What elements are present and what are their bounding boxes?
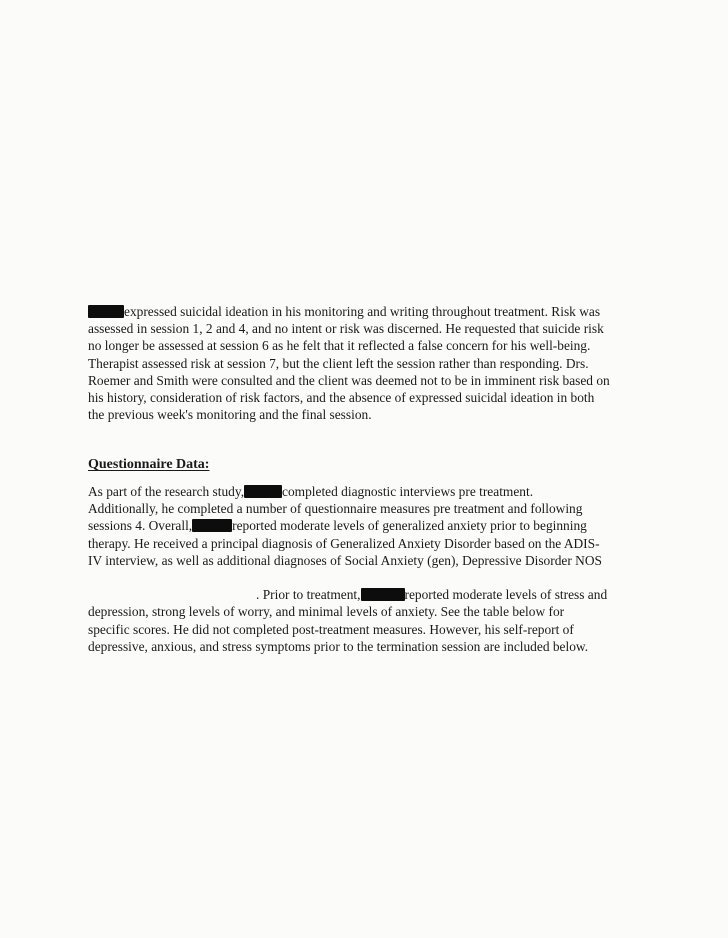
redaction-box (192, 519, 232, 532)
text-line: Roemer and Smith were consulted and the client was deemed not to be in imminent risk based on (88, 372, 610, 388)
section-heading: Questionnaire Data: (88, 457, 210, 472)
text-line: specific scores. He did not completed post-treatment measures. However, his self-report of (88, 621, 574, 637)
text-line: sessions 4. Overall, reported moderate levels of generalized anxiety prior to beginning (88, 518, 587, 534)
text-line: . Prior to treatment, reported moderate levels of stress and (256, 587, 608, 603)
text-line: Therapist assessed risk at session 7, but the client left the session rather than responding. Drs. (88, 355, 589, 371)
text-line: the previous week's monitoring and the final session. (88, 407, 372, 423)
text-line: Additionally, he completed a number of questionnaire measures pre treatment and following (88, 501, 583, 517)
suicide-risk-paragraph (88, 303, 648, 423)
text-line: As part of the research study, completed diagnostic interviews pre treatment. (88, 484, 534, 499)
blank-line (88, 569, 648, 586)
text-line: expressed suicidal ideation in his monitoring and writing throughout treatment. Risk was (88, 303, 648, 320)
redaction-box (88, 305, 124, 318)
text-line: therapy. He received a principal diagnosis of Generalized Anxiety Disorder based on the ADIS- (88, 535, 600, 551)
text-line: his history, consideration of risk factors, and the absence of expressed suicidal ideation in both (88, 389, 595, 405)
redaction-box (361, 588, 405, 601)
text-line: assessed in session 1, 2 and 4, and no intent or risk was discerned. He requested that suicide risk (88, 321, 604, 337)
redaction-box (244, 485, 282, 498)
text-line: depressive, anxious, and stress symptoms prior to the termination session are included below. (88, 638, 589, 654)
text-line: depression, strong levels of worry, and minimal levels of anxiety. See the table below for (88, 604, 565, 620)
text-line: IV interview, as well as additional diagnoses of Social Anxiety (gen), Depressive Disorder NOS (88, 552, 602, 568)
questionnaire-paragraph (88, 483, 648, 655)
text-line: no longer be assessed at session 6 as he felt that it reflected a false concern for his well-being. (88, 338, 591, 354)
